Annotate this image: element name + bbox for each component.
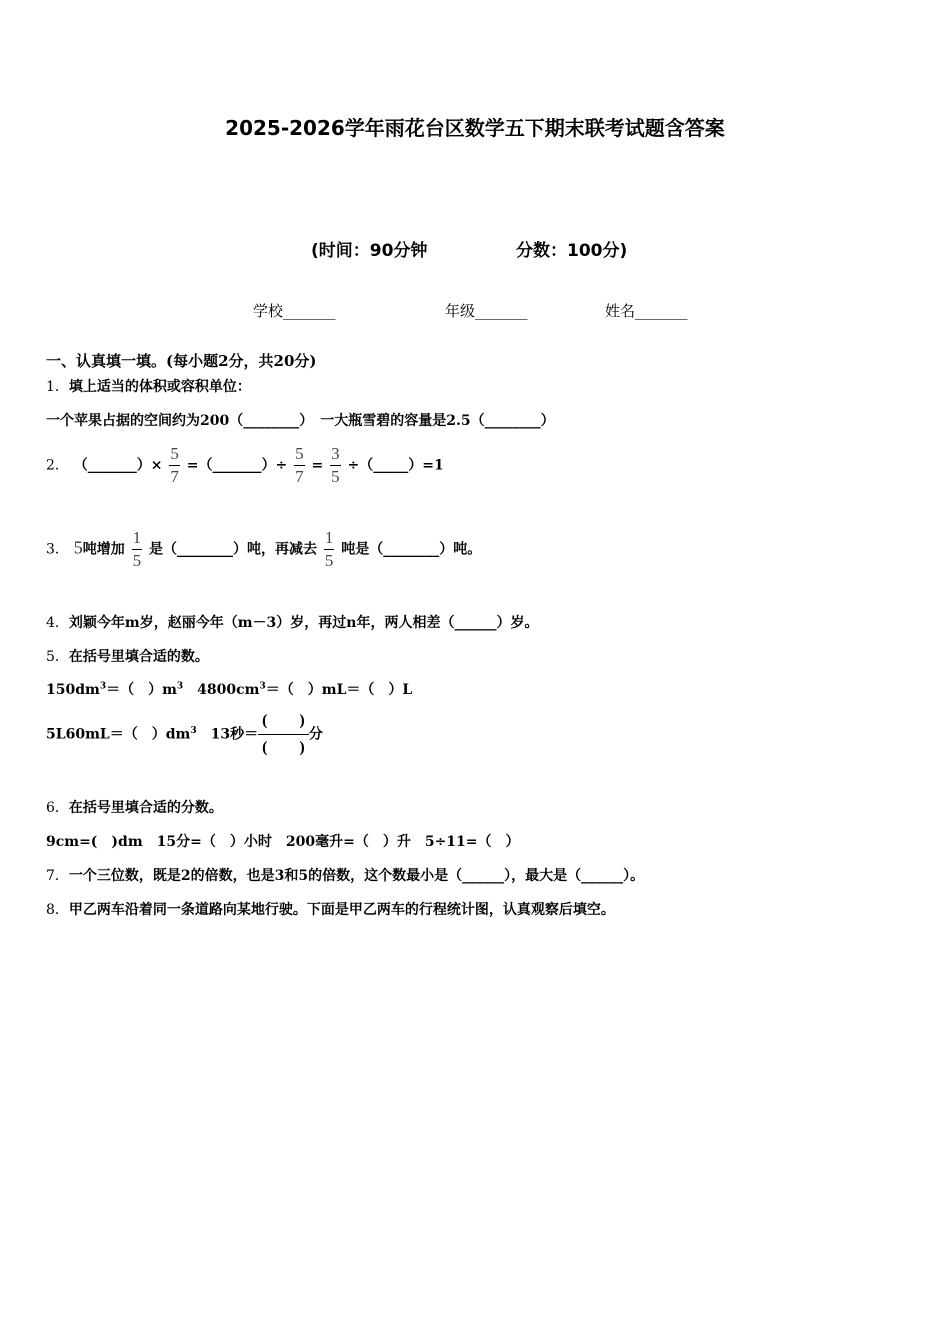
- denominator: 5: [331, 467, 340, 486]
- denominator: 5: [324, 551, 334, 570]
- numerator: 3: [330, 443, 341, 466]
- question-text: 甲乙两车沿着同一条道路向某地行驶。下面是甲乙两车的行程统计图，认真观察后填空。: [68, 902, 615, 918]
- question-text: 刘颖今年m岁，赵丽今年（m－3）岁，再过n年，两人相差（______）岁。: [68, 615, 539, 631]
- expr-part: （_______）×: [73, 457, 163, 474]
- question-text: 在括号里填合适的数。: [68, 649, 209, 665]
- question-number: 8．: [46, 902, 69, 918]
- question-6: [46, 797, 223, 817]
- question-5-line1: [46, 679, 412, 699]
- question-number: 3．: [46, 541, 69, 558]
- expr-part: 5L60mL＝（ ）dm: [46, 726, 191, 743]
- numerator: 1: [132, 527, 143, 550]
- question-1: [46, 376, 251, 396]
- expr-part: 13秒＝: [196, 726, 259, 743]
- question-6-blanks: 9cm=( )dm 15分=（ ）小时 200毫升=（ ）升 5÷11=（ ）: [46, 834, 520, 850]
- number-five: 5: [73, 537, 83, 558]
- question-5-line2: [46, 708, 323, 761]
- question-number: 7．: [46, 868, 69, 884]
- fraction: [132, 527, 143, 572]
- section-heading: 一、认真填一填。(每小题2分，共20分): [46, 352, 317, 370]
- fraction-blank: [258, 708, 309, 761]
- denominator: 7: [295, 467, 304, 486]
- grade-field: 年级_______: [445, 302, 528, 320]
- question-8: [46, 899, 615, 919]
- question-number: 2．: [46, 457, 69, 474]
- superscript: 3: [259, 681, 266, 692]
- denominator: 7: [170, 467, 179, 486]
- question-number: 4．: [46, 615, 69, 631]
- question-text: 一个三位数，既是2的倍数，也是3和5的倍数，这个数最小是（______），最大是（______）。: [68, 868, 645, 884]
- expr-part: ＝（ ）mL＝（ ）L: [265, 682, 413, 698]
- expr-part: ＝（ ）m: [106, 682, 177, 698]
- expr-part: 4800cm: [183, 682, 260, 698]
- question-1-blanks: 一个苹果占据的空间约为200（________） 一大瓶雪碧的容量是2.5（________）: [46, 413, 555, 429]
- numerator: 5: [169, 443, 180, 466]
- question-5: [46, 646, 209, 666]
- fraction: [294, 443, 305, 488]
- question-2: [46, 443, 444, 488]
- doc-title: 2025-2026学年雨花台区数学五下期末联考试题含答案: [225, 116, 725, 140]
- superscript: 3: [99, 681, 107, 692]
- fraction: [330, 443, 341, 488]
- numerator: ( ): [258, 708, 309, 735]
- question-number: 5．: [46, 649, 69, 665]
- question-text: 在括号里填合适的分数。: [68, 800, 223, 816]
- expr-part: 150dm: [46, 682, 100, 698]
- time-label: (时间：90分钟: [311, 241, 428, 261]
- fraction: [169, 443, 180, 488]
- question-number: 1．: [46, 379, 69, 395]
- question-4: [46, 612, 538, 632]
- expr-part: ÷（_____）=1: [347, 457, 444, 474]
- numerator: 5: [294, 443, 305, 466]
- name-field: 姓名_______: [605, 302, 688, 320]
- expr-part: 是（________）吨，再减去: [149, 541, 318, 558]
- numerator: 1: [324, 527, 335, 550]
- fraction: [324, 527, 335, 572]
- question-3: [46, 527, 481, 572]
- question-7: [46, 865, 644, 885]
- superscript: 3: [190, 725, 197, 736]
- expr-part: 分: [308, 726, 323, 743]
- denominator: 5: [132, 551, 142, 570]
- question-text: 填上适当的体积或容积单位：: [68, 379, 251, 395]
- expr-part: =: [311, 457, 324, 474]
- superscript: 3: [176, 681, 184, 692]
- expr-part: 吨增加: [82, 541, 125, 558]
- expr-part: =（_______）÷: [186, 457, 288, 474]
- expr-part: 吨是（________）吨。: [341, 541, 482, 558]
- school-field: 学校_______: [253, 302, 336, 320]
- score-label: 分数：100分): [516, 241, 628, 261]
- question-number: 6．: [46, 800, 69, 816]
- denominator: ( ): [262, 739, 305, 756]
